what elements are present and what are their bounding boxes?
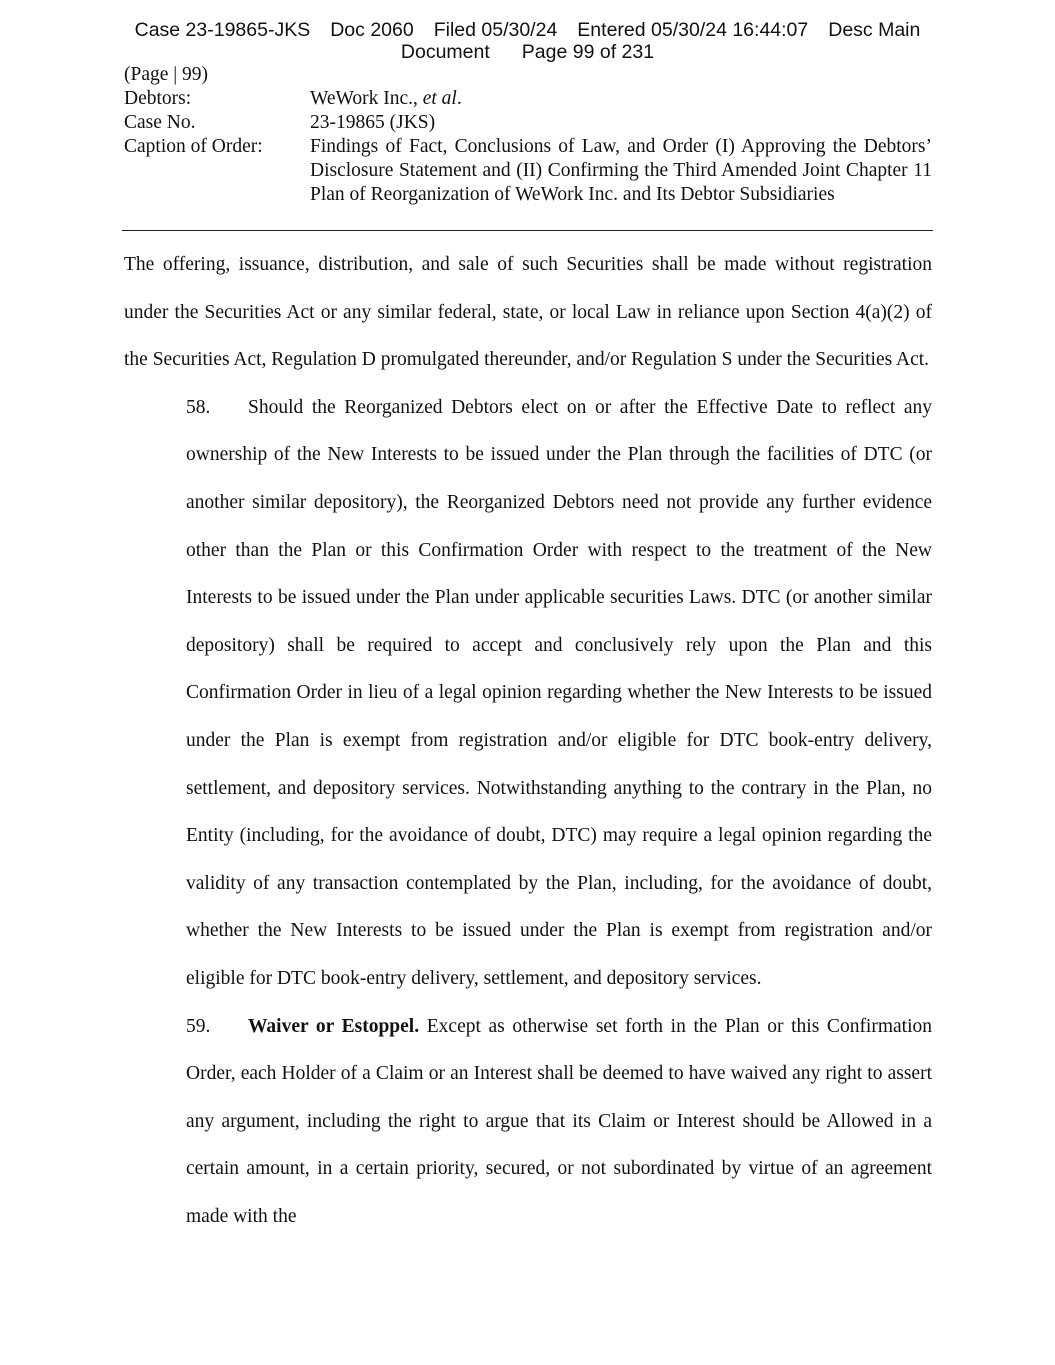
- order-caption: [124, 63, 932, 207]
- stamp-case: Case 23-19865-JKS: [134, 19, 311, 41]
- caption-divider: [122, 230, 933, 231]
- debtors-value: WeWork Inc., et al.: [310, 88, 462, 109]
- paragraph-58: [124, 384, 932, 1003]
- paragraph-59: [124, 1003, 932, 1241]
- stamp-filed: Filed 05/30/24: [433, 19, 558, 41]
- paragraph-number: 59.: [186, 1015, 211, 1037]
- stamp-doc: Doc 2060: [330, 19, 414, 41]
- paragraph-heading: Waiver or Estoppel.: [248, 1015, 420, 1037]
- paragraph-text: Except as otherwise set forth in the Plan or this Confirmation Order, each Holder of a Claim or an Interest shall be deemed to have waived any right to assert any argument, including the right to argue that its Claim or Interest should be Allowed in a certain amount, in a certain priority, secured, or not subordinated by virtue of an agreement made with the: [186, 1015, 933, 1227]
- stamp-page: Page 99 of 231: [521, 41, 655, 63]
- caption-of-order-value: Findings of Fact, Conclusions of Law, and Order (I) Approving the Debtors’ Disclosure Statement and (II) Confirming the Third Amended Joint Chapter 11 Plan of Reorganization of WeWork Inc. and Its Debtor Subsidiaries: [310, 136, 932, 205]
- document-body: [124, 241, 932, 1240]
- case-number-label: Case No.: [124, 112, 196, 133]
- et-al: et al: [422, 88, 457, 109]
- stamp-document: Document: [400, 41, 490, 63]
- paragraph-text: Should the Reorganized Debtors elect on or after the Effective Date to reflect any ownership of the New Interests to be issued under the Plan through the facilities of DTC (or another similar depository), the Reorganized Debtors need not provide any further evidence other than the Plan or this Confirmation Order with respect to the treatment of the New Interests to be issued under the Plan under applicable securities Laws. DTC (or another similar depository) shall be required to accept and conclusively rely upon the Plan and this Confirmation Order in lieu of a legal opinion regarding whether the New Interests to be issued under the Plan is exempt from registration and/or eligible for DTC book-entry delivery, settlement, and depository services. Notwithstanding anything to the contrary in the Plan, no Entity (including, for the avoidance of doubt, DTC) may require a legal opinion regarding the validity of any transaction contemplated by the Plan, including, for the avoidance of doubt, whether the New Interests to be issued under the Plan is exempt from registration and/or eligible for DTC book-entry delivery, settlement, and depository services.: [186, 396, 932, 989]
- court-filing-stamp: [0, 19, 1055, 63]
- stamp-entered: Entered 05/30/24 16:44:07: [577, 19, 809, 41]
- page-reference: (Page | 99): [124, 64, 209, 85]
- debtors-label: Debtors:: [124, 88, 192, 109]
- caption-of-order-label: Caption of Order:: [124, 136, 263, 157]
- paragraph-number: 58.: [186, 396, 211, 418]
- stamp-desc: Desc Main: [828, 19, 921, 41]
- continued-paragraph: The offering, issuance, distribution, and sale of such Securities shall be made without registration under the Securities Act or any similar federal, state, or local Law in reliance upon Section 4(a)(2) of the Securities Act, Regulation D promulgated thereunder, and/or Regulation S under the Securities Act.: [124, 254, 932, 371]
- case-number-value: 23-19865 (JKS): [310, 112, 436, 133]
